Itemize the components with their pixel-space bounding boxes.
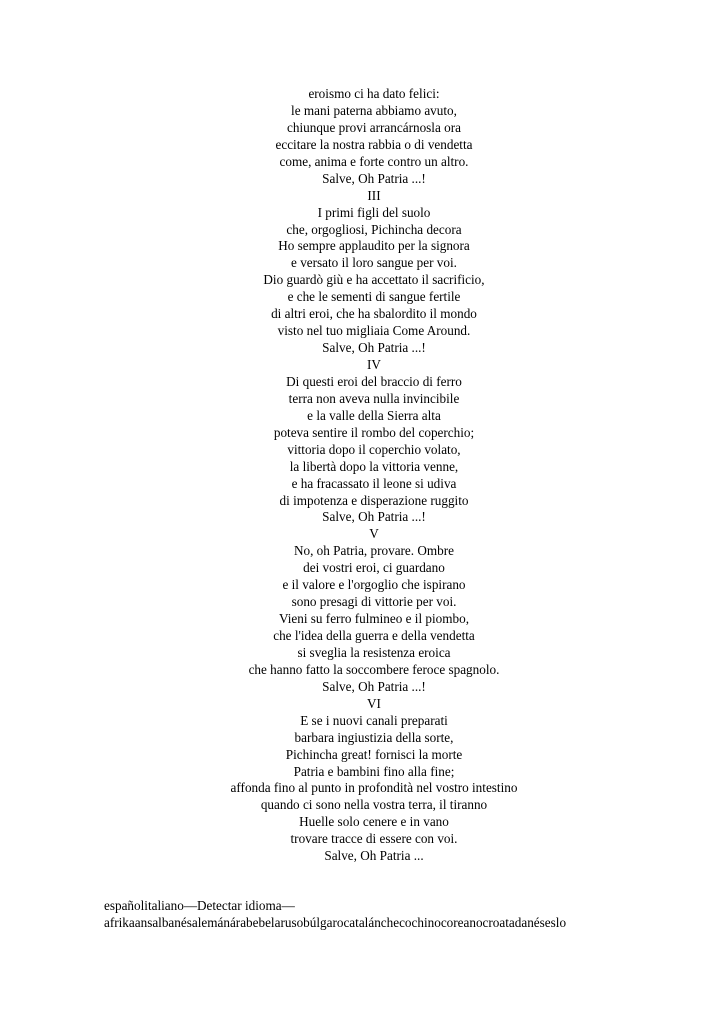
poem-line: affonda fino al punto in profondità nel vostro intestino [230,780,518,796]
poem-line: sono presagi di vittorie per voi. [291,594,457,610]
poem-line: Patria e bambini fino alla fine; [293,763,455,779]
poem-line: I primi figli del suolo [317,204,431,220]
poem-line: quando ci sono nella vostra terra, il tiranno [260,797,488,813]
poem-line: Salve, Oh Patria ...! [322,678,426,694]
poem-line: No, oh Patria, provare. Ombre [293,543,455,559]
poem-line: si sveglia la resistenza eroica [297,644,451,660]
poem-line: III [367,187,381,203]
poem-line: IV [367,357,381,372]
poem-line: V [369,526,379,542]
poem-line: eccitare la nostra rabbia o di vendetta [275,136,473,152]
poem-line: Salve, Oh Patria ... [324,848,424,864]
poem-line: e il valore e l'orgoglio che ispirano [282,577,466,593]
poem-line: Pichincha great! fornisci la morte [285,746,463,762]
poem-line: Salve, Oh Patria ...! [322,340,426,356]
language-list-line: afrikaansalbanésalemánárabebelarusobúlgarocatalánchecochinocoreanocroatadanéseslo [104,915,567,930]
poem-line: di altri eroi, che ha sbalordito il mondo [271,306,477,322]
poem-text [0,86,728,865]
poem-line: terra non aveva nulla invincibile [288,390,460,406]
poem-line: E se i nuovi canali preparati [300,712,448,728]
poem-line: vittoria dopo il coperchio volato, [287,441,461,457]
poem-line: che hanno fatto la soccombere feroce spagnolo. [248,661,500,677]
poem-line: le mani paterna abbiamo avuto, [291,102,457,118]
poem-line: Salve, Oh Patria ...! [322,509,426,525]
poem-line: dei vostri eroi, ci guardano [303,560,445,576]
language-pair-line: españolitaliano—Detectar idioma— [104,898,295,913]
poem-line: eroismo ci ha dato felici: [308,86,440,101]
poem-line: Vieni su ferro fulmineo e il piombo, [278,611,470,627]
poem-line: chiunque provi arrancárnosla ora [287,119,461,135]
poem-line: poteva sentire il rombo del coperchio; [273,424,475,440]
poem-line: di impotenza e disperazione ruggito [279,492,469,508]
poem-line: e ha fracassato il leone si udiva [291,475,457,491]
translation-footer [104,897,728,931]
poem-line: e versato il loro sangue per voi. [291,255,457,271]
poem-line: Di questi eroi del braccio di ferro [286,373,462,389]
poem-line: e che le sementi di sangue fertile [287,289,461,305]
poem-line: la libertà dopo la vittoria venne, [289,458,459,474]
poem-line: e la valle della Sierra alta [307,407,441,423]
poem-line: barbara ingiustizia della sorte, [294,729,454,745]
poem-line: che, orgogliosi, Pichincha decora [286,221,462,237]
poem-line: Ho sempre applaudito per la signora [278,238,470,254]
poem-line: trovare tracce di essere con voi. [290,831,458,847]
poem-line: Dio guardò giù e ha accettato il sacrificio, [263,272,485,288]
poem-line: Huelle solo cenere e in vano [299,814,449,830]
poem-line: Salve, Oh Patria ...! [322,170,426,186]
poem-line: che l'idea della guerra e della vendetta [273,628,475,643]
poem-line: visto nel tuo migliaia Come Around. [277,323,471,339]
poem-line: come, anima e forte contro un altro. [279,153,469,169]
poem-line: VI [367,695,381,711]
